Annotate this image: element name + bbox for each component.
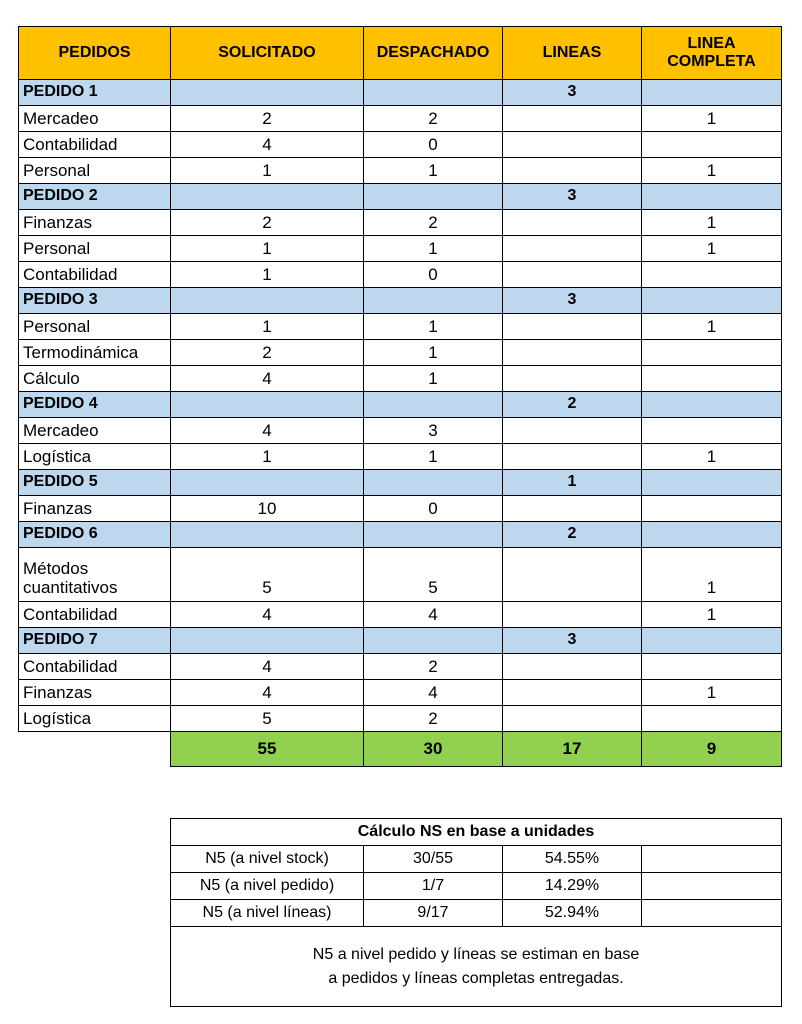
- order-solicitado-cell: [171, 288, 364, 314]
- item-row: [19, 366, 782, 392]
- item-lineas-cell: [503, 444, 642, 470]
- calc-empty-cell: [642, 846, 782, 873]
- item-row: [19, 496, 782, 522]
- item-name: Métodos cuantitativos: [19, 548, 171, 602]
- order-name: PEDIDO 1: [19, 80, 171, 106]
- header-pedidos: PEDIDOS: [19, 27, 171, 80]
- item-despachado: 2: [364, 106, 503, 132]
- order-solicitado-cell: [171, 184, 364, 210]
- item-lineas-cell: [503, 366, 642, 392]
- item-despachado: 1: [364, 314, 503, 340]
- order-despachado-cell: [364, 288, 503, 314]
- item-lineas-cell: [503, 680, 642, 706]
- item-completa: [642, 262, 782, 288]
- item-lineas-cell: [503, 340, 642, 366]
- calc-empty-cell: [642, 873, 782, 900]
- calc-label: N5 (a nivel stock): [171, 846, 364, 873]
- item-solicitado: 1: [171, 314, 364, 340]
- order-lineas: 1: [503, 470, 642, 496]
- item-name: Contabilidad: [19, 654, 171, 680]
- order-solicitado-cell: [171, 522, 364, 548]
- calc-percent: 14.29%: [503, 873, 642, 900]
- item-lineas-cell: [503, 654, 642, 680]
- item-name: Logística: [19, 444, 171, 470]
- calc-row: [171, 900, 782, 927]
- item-solicitado: 2: [171, 210, 364, 236]
- item-despachado: 4: [364, 680, 503, 706]
- item-name: Finanzas: [19, 680, 171, 706]
- item-despachado: 1: [364, 158, 503, 184]
- order-row: [19, 392, 782, 418]
- item-despachado: 1: [364, 366, 503, 392]
- totals-blank-cell: [19, 732, 171, 767]
- item-lineas-cell: [503, 496, 642, 522]
- item-despachado: 5: [364, 548, 503, 602]
- item-lineas-cell: [503, 236, 642, 262]
- item-name: Contabilidad: [19, 262, 171, 288]
- item-solicitado: 4: [171, 602, 364, 628]
- item-completa: [642, 132, 782, 158]
- calc-table: [170, 818, 782, 1007]
- item-despachado: 2: [364, 706, 503, 732]
- item-name: Finanzas: [19, 496, 171, 522]
- total-lineas: 17: [503, 732, 642, 767]
- item-name: Mercadeo: [19, 418, 171, 444]
- order-despachado-cell: [364, 522, 503, 548]
- item-name: Contabilidad: [19, 602, 171, 628]
- header-lineas: LINEAS: [503, 27, 642, 80]
- item-despachado: 3: [364, 418, 503, 444]
- item-completa: [642, 366, 782, 392]
- item-row: [19, 340, 782, 366]
- item-solicitado: 4: [171, 366, 364, 392]
- order-lineas: 2: [503, 522, 642, 548]
- item-completa: 1: [642, 210, 782, 236]
- item-lineas-cell: [503, 262, 642, 288]
- order-despachado-cell: [364, 392, 503, 418]
- item-despachado: 1: [364, 444, 503, 470]
- item-name: Contabilidad: [19, 132, 171, 158]
- order-solicitado-cell: [171, 470, 364, 496]
- item-solicitado: 4: [171, 680, 364, 706]
- order-completa-cell: [642, 288, 782, 314]
- item-solicitado: 2: [171, 106, 364, 132]
- calc-ratio: 30/55: [364, 846, 503, 873]
- item-despachado: 4: [364, 602, 503, 628]
- item-despachado: 0: [364, 496, 503, 522]
- order-name: PEDIDO 3: [19, 288, 171, 314]
- item-name: Logística: [19, 706, 171, 732]
- calc-row: [171, 873, 782, 900]
- item-lineas-cell: [503, 106, 642, 132]
- calc-note-line-1: N5 a nivel pedido y líneas se estiman en base: [312, 945, 640, 963]
- header-despachado: DESPACHADO: [364, 27, 503, 80]
- item-name: Cálculo: [19, 366, 171, 392]
- item-despachado: 1: [364, 236, 503, 262]
- order-name: PEDIDO 7: [19, 628, 171, 654]
- order-solicitado-cell: [171, 80, 364, 106]
- item-solicitado: 4: [171, 654, 364, 680]
- item-despachado: 1: [364, 340, 503, 366]
- item-despachado: 2: [364, 210, 503, 236]
- order-lineas: 3: [503, 628, 642, 654]
- item-lineas-cell: [503, 210, 642, 236]
- item-row: [19, 706, 782, 732]
- item-completa: [642, 496, 782, 522]
- calc-ratio: 9/17: [364, 900, 503, 927]
- item-row: [19, 602, 782, 628]
- order-solicitado-cell: [171, 628, 364, 654]
- orders-table: [18, 26, 782, 767]
- total-completa: 9: [642, 732, 782, 767]
- item-solicitado: 10: [171, 496, 364, 522]
- header-row: [19, 27, 782, 80]
- item-solicitado: 5: [171, 706, 364, 732]
- order-despachado-cell: [364, 80, 503, 106]
- calc-note-line-2: a pedidos y líneas completas entregadas.: [328, 969, 624, 987]
- item-row: [19, 106, 782, 132]
- item-row: [19, 132, 782, 158]
- item-lineas-cell: [503, 706, 642, 732]
- item-lineas-cell: [503, 602, 642, 628]
- item-completa: 1: [642, 106, 782, 132]
- item-lineas-cell: [503, 548, 642, 602]
- order-row: [19, 184, 782, 210]
- calc-note: [171, 927, 782, 1007]
- calc-row: [171, 846, 782, 873]
- item-name: Finanzas: [19, 210, 171, 236]
- orders-table-body: [19, 27, 782, 767]
- header-solicitado: SOLICITADO: [171, 27, 364, 80]
- item-completa: 1: [642, 602, 782, 628]
- item-completa: 1: [642, 444, 782, 470]
- order-row: [19, 470, 782, 496]
- calc-title: Cálculo NS en base a unidades: [171, 819, 782, 846]
- item-completa: 1: [642, 548, 782, 602]
- order-row: [19, 522, 782, 548]
- order-row: [19, 288, 782, 314]
- item-lineas-cell: [503, 314, 642, 340]
- order-despachado-cell: [364, 184, 503, 210]
- order-lineas: 3: [503, 184, 642, 210]
- item-row: [19, 654, 782, 680]
- order-row: [19, 80, 782, 106]
- item-completa: 1: [642, 680, 782, 706]
- item-solicitado: 4: [171, 418, 364, 444]
- header-linea-completa: LINEA COMPLETA: [642, 27, 782, 80]
- calc-label: N5 (a nivel líneas): [171, 900, 364, 927]
- item-row: [19, 158, 782, 184]
- total-solicitado: 55: [171, 732, 364, 767]
- item-completa: 1: [642, 236, 782, 262]
- item-lineas-cell: [503, 418, 642, 444]
- item-solicitado: 5: [171, 548, 364, 602]
- order-despachado-cell: [364, 470, 503, 496]
- order-name: PEDIDO 4: [19, 392, 171, 418]
- item-solicitado: 1: [171, 158, 364, 184]
- item-row: [19, 314, 782, 340]
- item-despachado: 2: [364, 654, 503, 680]
- item-solicitado: 2: [171, 340, 364, 366]
- calc-title-row: [171, 819, 782, 846]
- item-solicitado: 1: [171, 444, 364, 470]
- order-lineas: 3: [503, 80, 642, 106]
- calc-note-row: [171, 927, 782, 1007]
- item-name: Personal: [19, 236, 171, 262]
- item-completa: 1: [642, 158, 782, 184]
- item-completa: 1: [642, 314, 782, 340]
- item-lineas-cell: [503, 132, 642, 158]
- totals-row: [19, 732, 782, 767]
- order-solicitado-cell: [171, 392, 364, 418]
- item-despachado: 0: [364, 132, 503, 158]
- calc-label: N5 (a nivel pedido): [171, 873, 364, 900]
- item-solicitado: 1: [171, 236, 364, 262]
- order-lineas: 3: [503, 288, 642, 314]
- order-name: PEDIDO 5: [19, 470, 171, 496]
- order-row: [19, 628, 782, 654]
- item-lineas-cell: [503, 158, 642, 184]
- order-lineas: 2: [503, 392, 642, 418]
- order-completa-cell: [642, 470, 782, 496]
- item-completa: [642, 340, 782, 366]
- order-name: PEDIDO 2: [19, 184, 171, 210]
- calc-empty-cell: [642, 900, 782, 927]
- item-completa: [642, 418, 782, 444]
- item-completa: [642, 706, 782, 732]
- item-despachado: 0: [364, 262, 503, 288]
- item-name: Termodinámica: [19, 340, 171, 366]
- calc-ratio: 1/7: [364, 873, 503, 900]
- item-completa: [642, 654, 782, 680]
- calc-percent: 54.55%: [503, 846, 642, 873]
- order-completa-cell: [642, 522, 782, 548]
- item-row: [19, 210, 782, 236]
- order-completa-cell: [642, 184, 782, 210]
- item-row: [19, 680, 782, 706]
- order-completa-cell: [642, 392, 782, 418]
- calc-percent: 52.94%: [503, 900, 642, 927]
- order-name: PEDIDO 6: [19, 522, 171, 548]
- order-completa-cell: [642, 628, 782, 654]
- item-name: Personal: [19, 158, 171, 184]
- item-solicitado: 1: [171, 262, 364, 288]
- item-row: [19, 418, 782, 444]
- item-row: [19, 444, 782, 470]
- total-despachado: 30: [364, 732, 503, 767]
- item-solicitado: 4: [171, 132, 364, 158]
- order-despachado-cell: [364, 628, 503, 654]
- item-row: [19, 262, 782, 288]
- item-row: [19, 236, 782, 262]
- order-completa-cell: [642, 80, 782, 106]
- item-name: Personal: [19, 314, 171, 340]
- item-row: [19, 548, 782, 602]
- item-name: Mercadeo: [19, 106, 171, 132]
